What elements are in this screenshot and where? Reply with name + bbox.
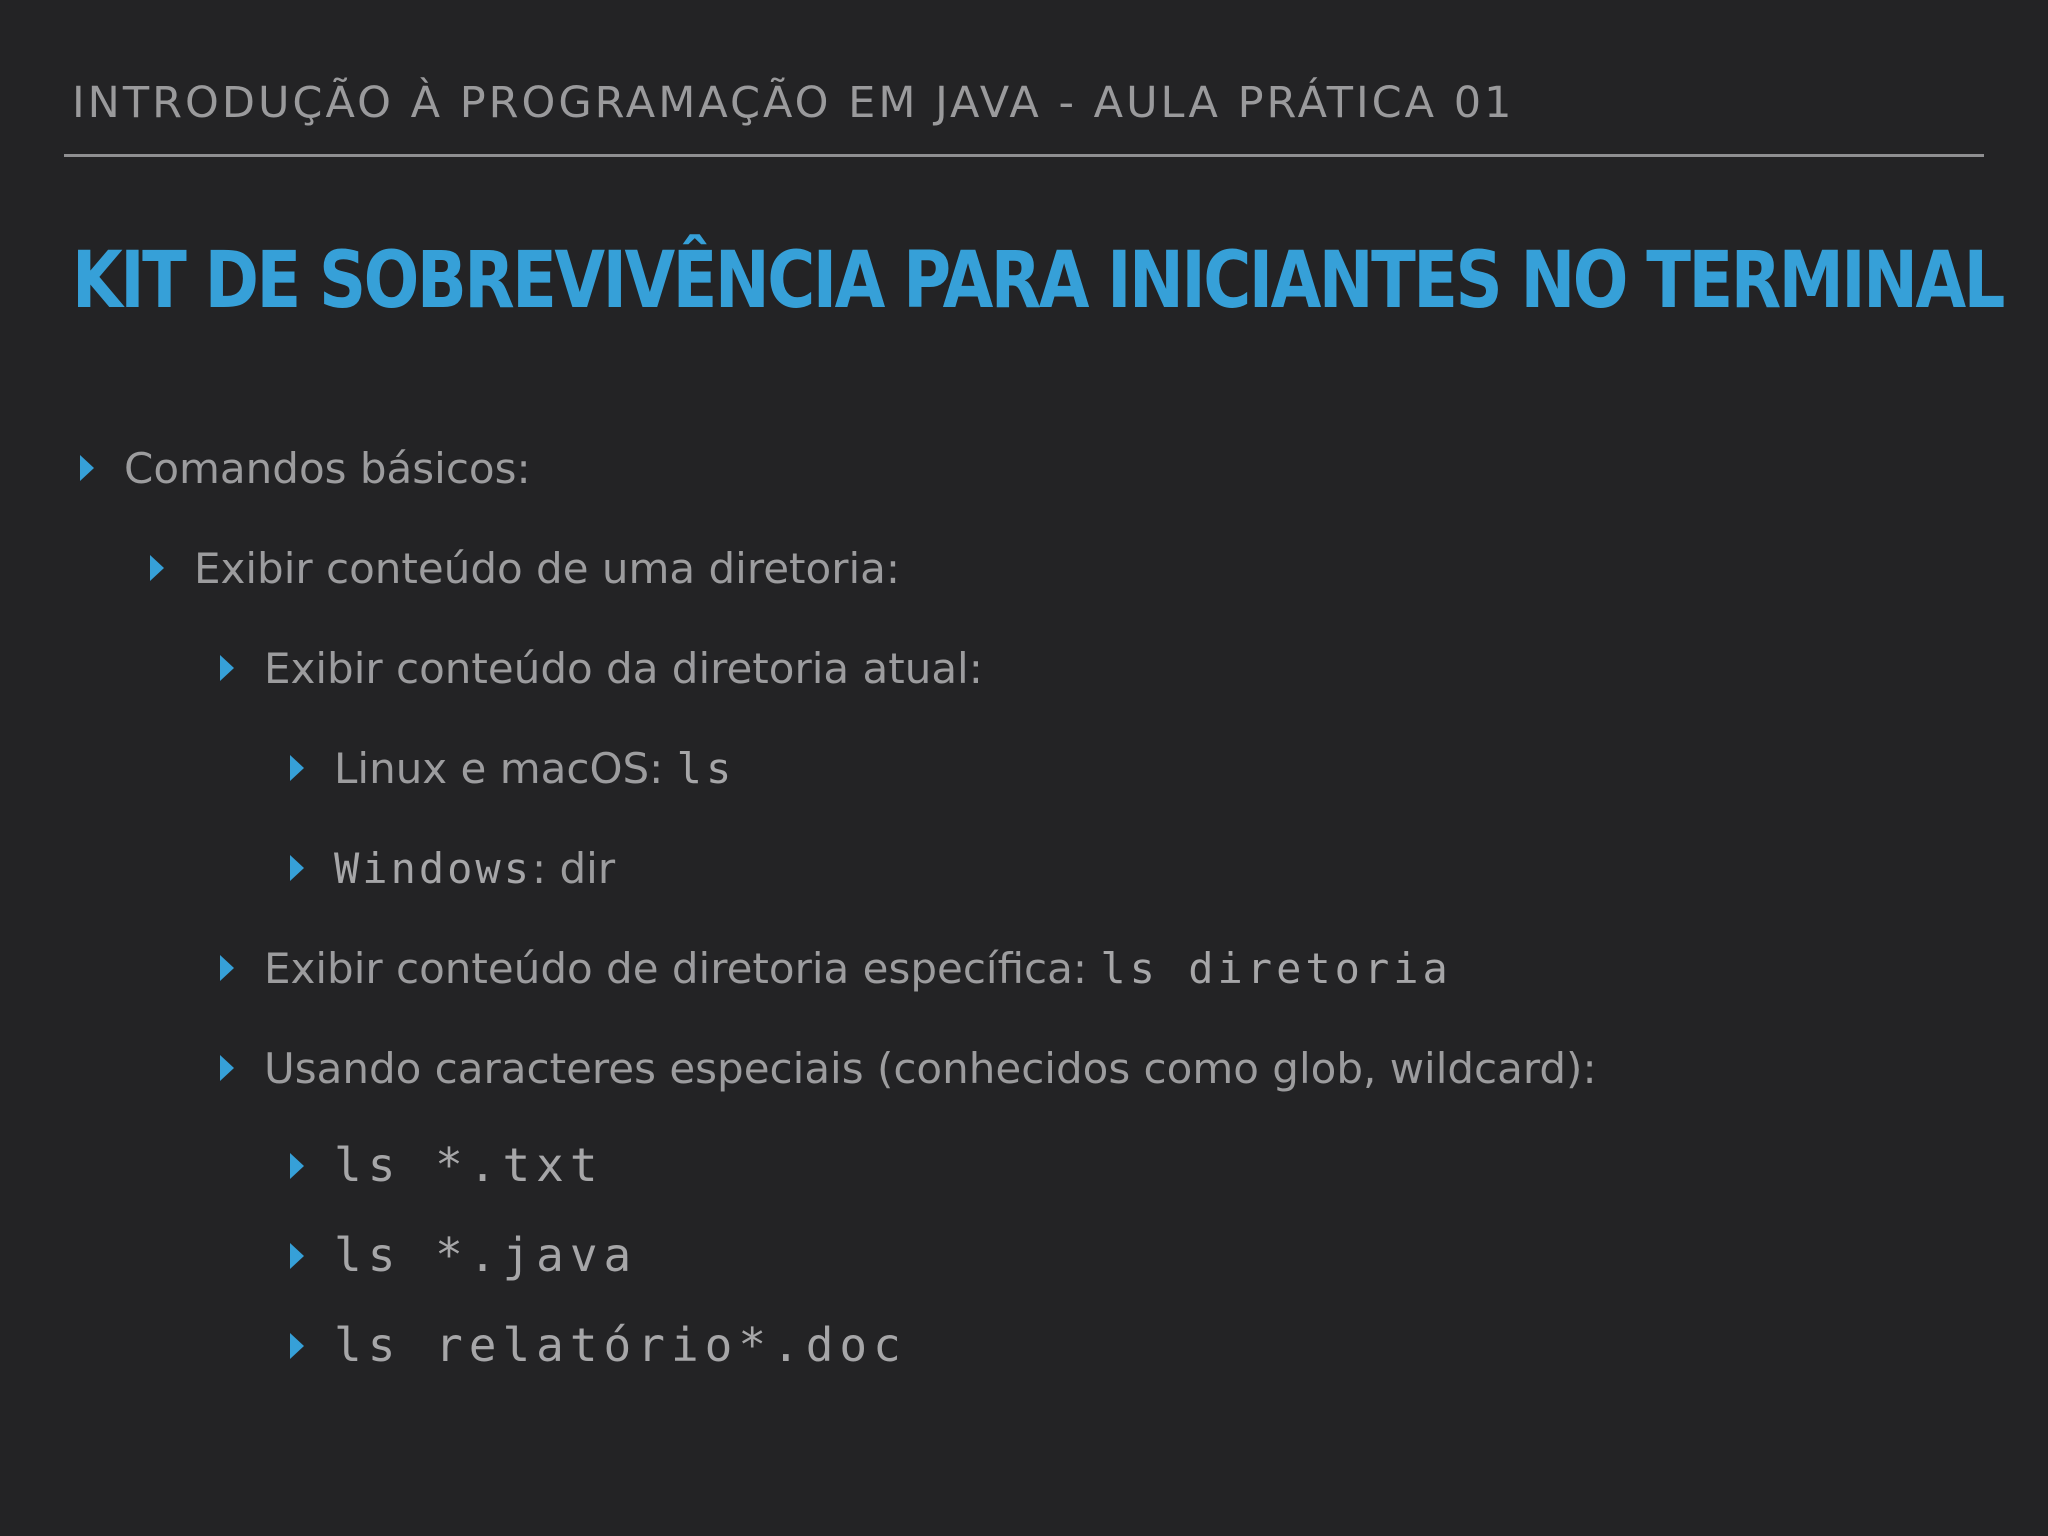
bullet-glob-txt: [290, 1138, 604, 1192]
bullet-specific-dir: [220, 944, 1452, 993]
bullet-windows: [290, 844, 615, 893]
bullet-text: Comandos básicos:: [124, 444, 531, 493]
triangle-bullet-icon: [220, 1055, 234, 1081]
bullet-glob-doc: [290, 1318, 907, 1372]
triangle-bullet-icon: [220, 655, 234, 681]
bullet-show-dir-contents: [150, 544, 900, 593]
triangle-bullet-icon: [290, 1153, 304, 1179]
bullet-show-current-dir: [220, 644, 983, 693]
command-code: ls: [676, 744, 736, 793]
bullet-text: Exibir conteúdo da diretoria atual:: [264, 644, 983, 693]
triangle-bullet-icon: [290, 1243, 304, 1269]
bullet-text: Usando caracteres especiais (conhecidos como glob, wildcard):: [264, 1044, 1597, 1093]
triangle-bullet-icon: [290, 855, 304, 881]
slide-title: KIT DE SOBREVIVÊNCIA PARA INICIANTES NO TERMINAL: [72, 236, 2003, 326]
windows-label: Windows: [334, 844, 533, 893]
command-code: ls diretoria: [1100, 944, 1452, 993]
bullet-special-chars: [220, 1044, 1597, 1093]
bullet-text: : dir: [532, 844, 616, 893]
triangle-bullet-icon: [150, 555, 164, 581]
bullet-text: Exibir conteúdo de uma diretoria:: [194, 544, 901, 593]
command-code: ls *.txt: [334, 1138, 604, 1192]
bullet-basic-commands: [80, 444, 531, 493]
bullet-glob-java: [290, 1228, 637, 1282]
triangle-bullet-icon: [290, 755, 304, 781]
triangle-bullet-icon: [290, 1333, 304, 1359]
header-divider: [64, 154, 1984, 157]
triangle-bullet-icon: [220, 955, 234, 981]
bullet-text: Linux e macOS:: [334, 744, 677, 793]
triangle-bullet-icon: [80, 455, 94, 481]
command-code: ls *.java: [334, 1228, 638, 1282]
command-code: ls relatório*.doc: [334, 1318, 907, 1372]
course-header: INTRODUÇÃO À PROGRAMAÇÃO EM JAVA - AULA PRÁTICA 01: [72, 78, 1515, 128]
bullet-linux-mac: [290, 744, 735, 793]
bullet-text: Exibir conteúdo de diretoria específica:: [264, 944, 1101, 993]
